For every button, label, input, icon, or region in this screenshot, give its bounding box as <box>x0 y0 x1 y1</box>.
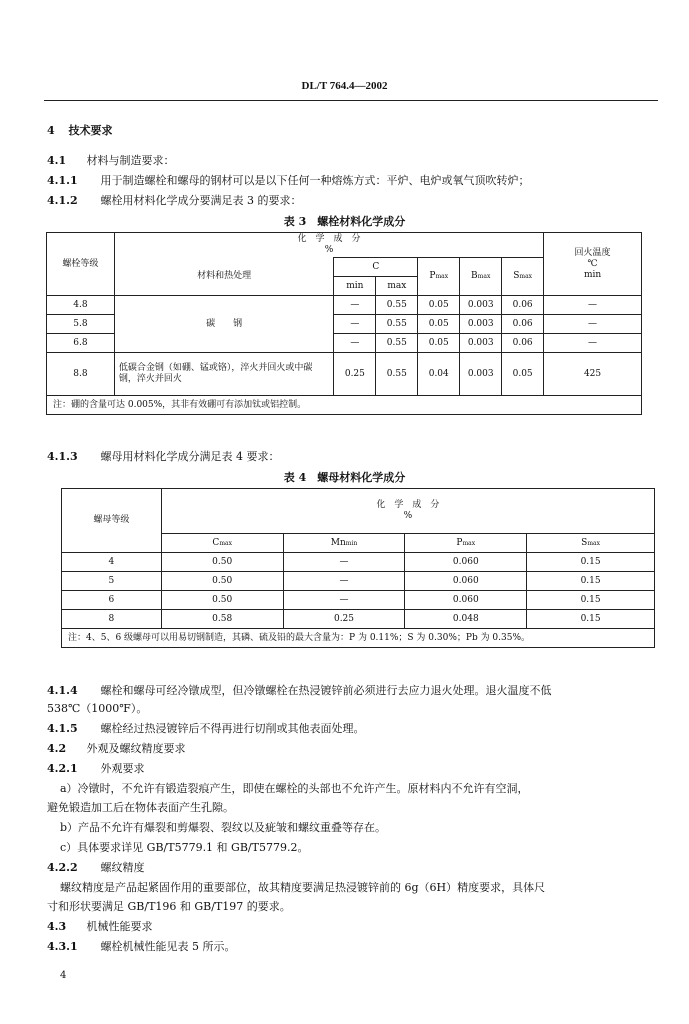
clause-number: 4.1 <box>47 154 67 167</box>
table-cell: — <box>544 334 642 353</box>
clause-text: 外观及螺纹精度要求 <box>86 742 186 755</box>
table-cell: 0.05 <box>418 296 460 315</box>
table-cell: 0.06 <box>502 296 544 315</box>
para-thread-1: 螺纹精度是产品起紧固作用的重要部位，故其精度要满足热浸镀锌前的 6g（6H）精度要求，具体尺 <box>60 881 546 894</box>
t4-note-row <box>62 629 655 648</box>
cell-text: min <box>345 539 358 547</box>
cell-text: 注：硼的含量可达 0.005%，其非有效硼可有添加钛或铝控制。 <box>53 399 307 410</box>
cell-text: 螺栓等级 <box>62 258 99 269</box>
table-cell: 0.25 <box>283 610 405 629</box>
item-a: a）冷镦时，不允许有锻造裂痕产生，即使在螺栓的头部也不允许产生。原材料内不允许有空洞， <box>60 782 529 795</box>
table-cell: 0.05 <box>418 315 460 334</box>
clause-text: 螺栓和螺母可经冷镦成型，但冷镦螺栓在热浸镀锌前必须进行去应力退火处理。退火温度不低 <box>100 684 552 697</box>
cell-text: S <box>581 537 588 548</box>
clause-number: 4.1.2 <box>47 194 78 207</box>
table-cell: 8 <box>62 610 162 629</box>
table-cell: 0.15 <box>527 610 655 629</box>
cell-text: 回火温度 <box>574 247 611 258</box>
table-cell: 0.04 <box>418 353 460 396</box>
cell-text: min <box>583 269 602 280</box>
table-cell: 0.05 <box>418 334 460 353</box>
table-cell: 5 <box>62 572 162 591</box>
table-cell: — <box>334 315 376 334</box>
table-row <box>62 610 655 629</box>
item-c: c）具体要求详见 GB/T5779.1 和 GB/T5779.2。 <box>60 841 309 854</box>
item-a-cont: 避免锻造加工后在物体表面产生孔隙。 <box>47 801 234 814</box>
page-number: 4 <box>60 970 67 981</box>
clause-number: 4.1.4 <box>47 684 78 697</box>
table-cell: 0.55 <box>376 353 418 396</box>
t4-chem-header <box>161 489 654 534</box>
t3-cmin-header <box>334 277 376 296</box>
cell-text: max <box>219 539 232 547</box>
clause-4-1-5 <box>47 722 365 736</box>
clause-number: 4.2 <box>47 742 67 755</box>
table-cell: 4 <box>62 553 162 572</box>
t3-temper-header <box>544 233 642 296</box>
table-cell: 0.55 <box>376 315 418 334</box>
clause-text: 螺栓经过热浸镀锌后不得再进行切削或其他表面处理。 <box>100 722 365 735</box>
clause-number: 4.3 <box>47 920 67 933</box>
t3-chem-header <box>114 233 543 258</box>
cell-text: ℃ <box>587 258 598 269</box>
t4-s-header <box>527 534 655 553</box>
clause-text: 螺母用材料化学成分满足表 4 要求： <box>100 450 280 463</box>
cell-text: % <box>403 511 413 521</box>
clause-4-1-3 <box>47 450 280 464</box>
table3-caption: 表 3 螺栓材料化学成分 <box>283 215 406 228</box>
table-cell: 0.05 <box>502 353 544 396</box>
table-cell: — <box>334 334 376 353</box>
table-row <box>62 572 655 591</box>
table-cell: 0.50 <box>161 591 283 610</box>
t3-material-alloy <box>114 353 334 396</box>
cell-text: Mn <box>330 537 346 548</box>
heading-text: 技术要求 <box>68 124 113 137</box>
cell-text: 化 学 成 分 <box>297 234 361 244</box>
table-cell: — <box>544 296 642 315</box>
t3-s-header <box>502 258 544 296</box>
cell-text: B <box>471 271 478 281</box>
t4-c-header <box>161 534 283 553</box>
table-cell: 0.06 <box>502 334 544 353</box>
table-cell: 0.060 <box>405 572 527 591</box>
t4-note <box>62 629 655 648</box>
table-cell: — <box>283 572 405 591</box>
cell-text: S <box>513 271 520 281</box>
item-b: b）产品不允许有爆裂和剪爆裂、裂纹以及疵皱和螺纹重叠等存在。 <box>60 821 387 834</box>
cell-text: 材料和热处理 <box>197 270 252 281</box>
table-cell: 0.55 <box>376 334 418 353</box>
t3-material-header <box>114 258 334 296</box>
table-cell: 5.8 <box>47 315 115 334</box>
table-cell: — <box>283 553 405 572</box>
clause-text: 材料与制造要求： <box>86 154 175 167</box>
cell-text: max <box>387 280 407 291</box>
cell-text: 化 学 成 分 <box>376 500 440 510</box>
table-row <box>47 296 642 315</box>
clause-text: 螺栓机械性能见表 5 所示。 <box>100 940 236 953</box>
clause-4-2-1 <box>47 762 145 776</box>
cell-text: 碳 钢 <box>206 318 243 329</box>
table-cell: 0.15 <box>527 572 655 591</box>
t3-material-carbon <box>114 296 334 353</box>
table3 <box>46 232 642 415</box>
doc-header: DL/T 764.4—2002 <box>301 80 388 92</box>
clause-4-3 <box>47 920 153 934</box>
cell-text: P <box>456 537 463 548</box>
t3-note-row <box>47 396 642 415</box>
cell-text: C <box>372 261 380 272</box>
clause-4-1-1 <box>47 174 530 188</box>
clause-number: 4.1.5 <box>47 722 78 735</box>
clause-number: 4.2.2 <box>47 861 78 874</box>
t3-c-header <box>334 258 418 277</box>
table-cell: 0.55 <box>376 296 418 315</box>
cell-text: min <box>346 280 364 291</box>
cell-text: 注：4、5、6 级螺母可以用易切钢制造，其磷、硫及铅的最大含量为：P 为 0.11%；S 为 0.30%；Pb 为 0.35%。 <box>68 632 531 643</box>
para-thread-2: 寸和形状要满足 GB/T196 和 GB/T197 的要求。 <box>47 900 291 913</box>
heading-number: 4 <box>47 124 55 137</box>
cell-text: max <box>462 539 476 547</box>
cell-text: 低碳合金钢（如硼、锰或铬），淬火并回火或中碳钢，淬火并回火 <box>118 363 313 384</box>
cell-text: max <box>435 273 449 280</box>
table-cell: 0.06 <box>502 315 544 334</box>
t4-mn-header <box>283 534 405 553</box>
table-cell: 4.8 <box>47 296 115 315</box>
table-cell: 0.048 <box>405 610 527 629</box>
clause-4-1-2 <box>47 194 302 208</box>
clause-number: 4.2.1 <box>47 762 78 775</box>
section-4-heading <box>47 124 113 138</box>
t4-grade-header <box>62 489 162 553</box>
cell-text: 螺母等级 <box>93 515 130 525</box>
clause-4-2-2 <box>47 861 145 875</box>
clause-text: 机械性能要求 <box>86 920 153 933</box>
cell-text: max <box>477 273 491 280</box>
table-cell: 425 <box>544 353 642 396</box>
clause-text: 用于制造螺栓和螺母的钢材可以是以下任何一种熔炼方式：平炉、电炉或氧气顶吹转炉； <box>100 174 530 187</box>
table-cell: — <box>334 296 376 315</box>
header-rule <box>44 100 658 101</box>
cell-text: % <box>324 245 334 255</box>
clause-4-1-4-cont: 538℃（1000℉）。 <box>47 702 148 715</box>
clause-text: 螺纹精度 <box>100 861 145 874</box>
table4 <box>61 488 655 648</box>
t3-note <box>47 396 642 415</box>
table-cell: 0.50 <box>161 572 283 591</box>
t4-p-header <box>405 534 527 553</box>
clause-text: 外观要求 <box>100 762 145 775</box>
table-cell: 0.060 <box>405 553 527 572</box>
clause-4-1 <box>47 154 175 168</box>
table-cell: 0.15 <box>527 553 655 572</box>
t3-cmax-header <box>376 277 418 296</box>
table-cell: 6.8 <box>47 334 115 353</box>
table-cell: — <box>544 315 642 334</box>
table-row <box>62 591 655 610</box>
clause-4-3-1 <box>47 940 236 954</box>
table4-caption: 表 4 螺母材料化学成分 <box>283 471 406 484</box>
table-cell: 0.003 <box>460 315 502 334</box>
table-cell: 0.003 <box>460 334 502 353</box>
t3-p-header <box>418 258 460 296</box>
clause-number: 4.1.3 <box>47 450 78 463</box>
table-cell: — <box>283 591 405 610</box>
table-cell: 0.25 <box>334 353 376 396</box>
cell-text: max <box>587 539 600 547</box>
clause-4-2 <box>47 742 186 756</box>
table-row <box>47 353 642 396</box>
table-row <box>62 553 655 572</box>
table-cell: 0.003 <box>460 353 502 396</box>
table-cell: 6 <box>62 591 162 610</box>
clause-number: 4.1.1 <box>47 174 78 187</box>
table-cell: 0.15 <box>527 591 655 610</box>
clause-number: 4.3.1 <box>47 940 78 953</box>
table-cell: 0.060 <box>405 591 527 610</box>
t3-b-header <box>460 258 502 296</box>
cell-text: max <box>519 273 533 280</box>
clause-text: 螺栓用材料化学成分要满足表 3 的要求： <box>100 194 302 207</box>
cell-text: C <box>212 537 220 548</box>
table-cell: 0.003 <box>460 296 502 315</box>
table-cell: 0.58 <box>161 610 283 629</box>
table-cell: 0.50 <box>161 553 283 572</box>
clause-4-1-4 <box>47 684 552 698</box>
t3-grade-header <box>47 233 115 296</box>
cell-text: P <box>429 271 436 281</box>
table-cell: 8.8 <box>47 353 115 396</box>
